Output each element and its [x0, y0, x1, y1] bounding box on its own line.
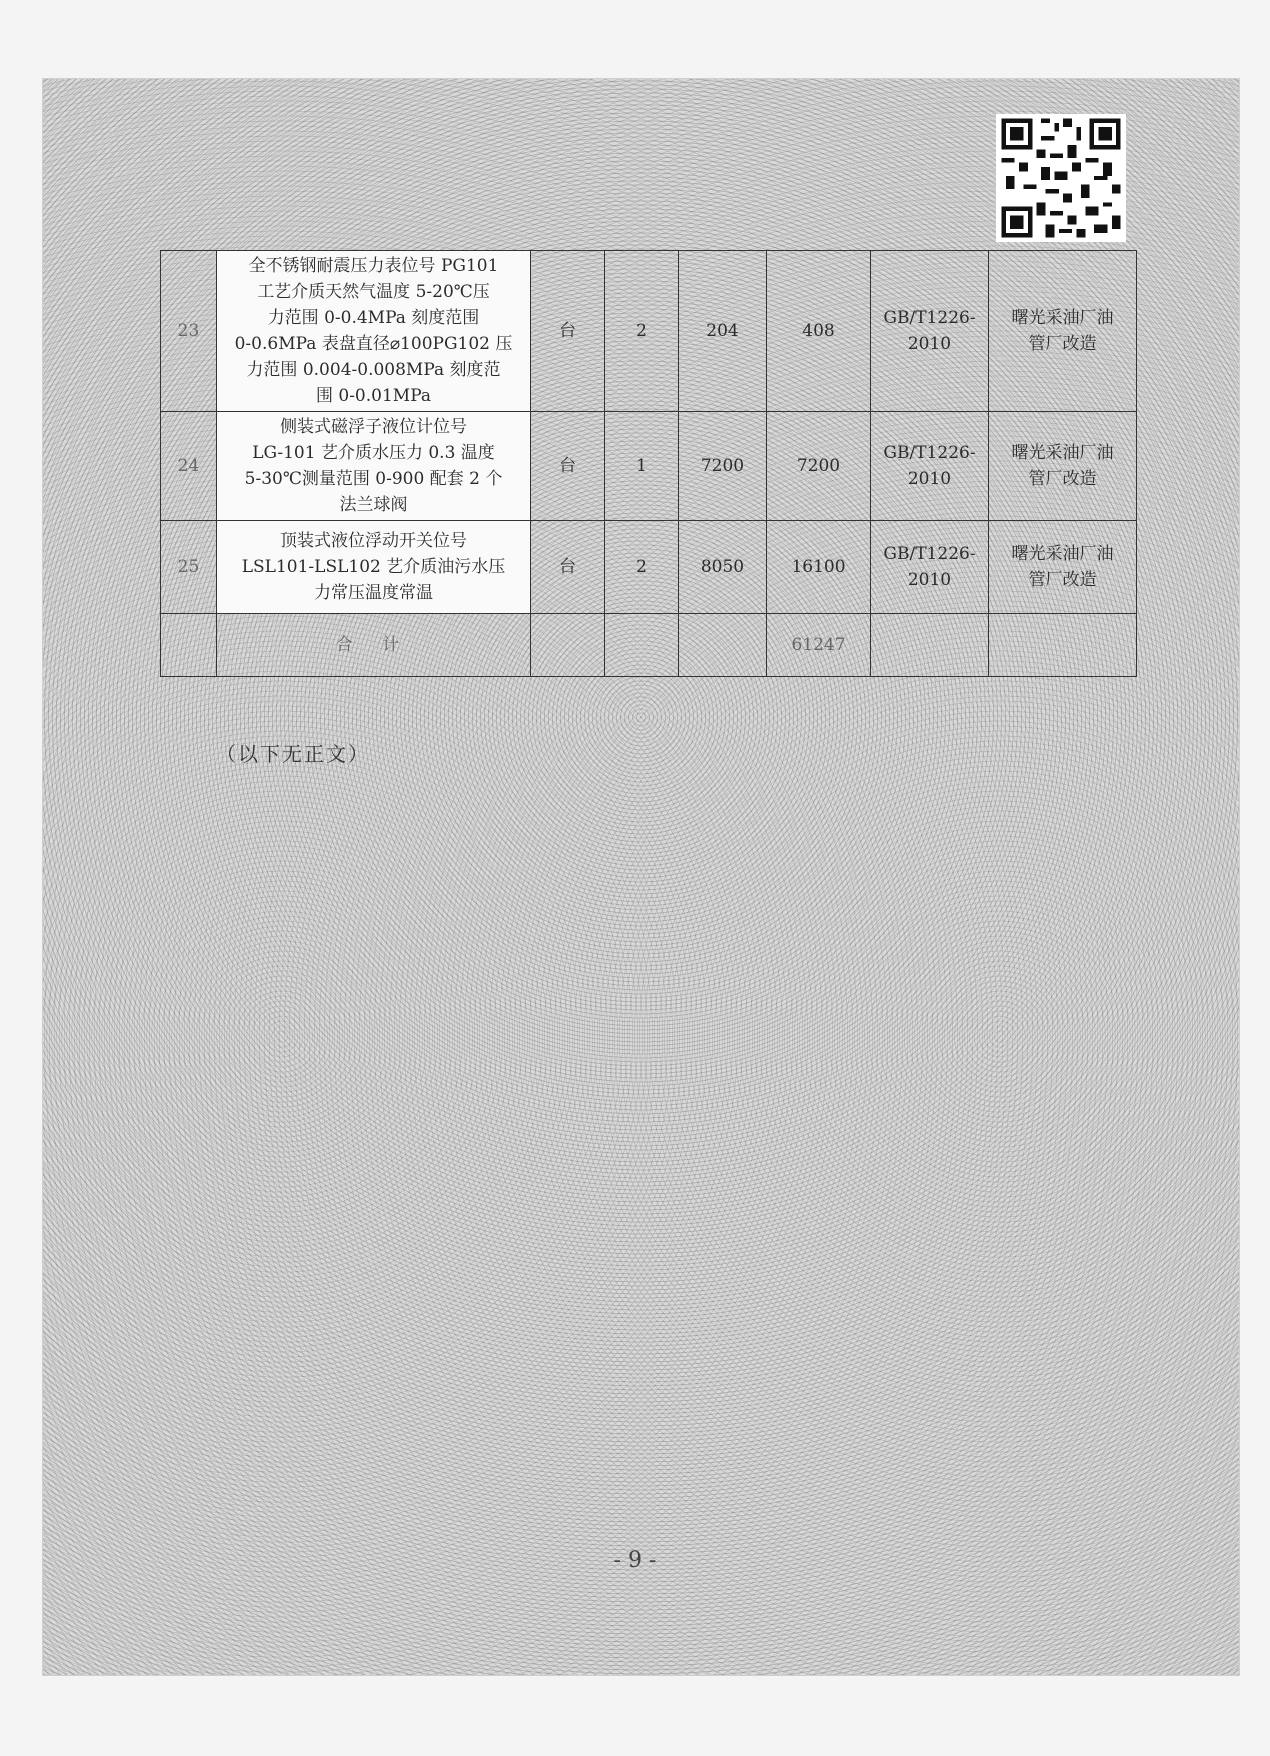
remark-cell [989, 251, 1137, 412]
item-name-line: LSL101-LSL102 艺介质油污水压 [241, 557, 506, 577]
item-name-line: 力范围 0.004-0.008MPa 刻度范 [246, 360, 501, 380]
item-name-line: 法兰球阀 [339, 495, 408, 515]
item-name-cell [217, 412, 531, 521]
standard-line: 2010 [907, 570, 952, 590]
unit-cell: 台 [531, 251, 605, 412]
item-name-line: 侧装式磁浮子液位计位号 [280, 417, 467, 437]
total-amount: 61247 [767, 614, 871, 677]
item-name-line: 力范围 0-0.4MPa 刻度范围 [267, 308, 480, 328]
table-row [161, 251, 1137, 412]
item-name-line: 顶装式液位浮动开关位号 [280, 531, 467, 551]
equipment-table [160, 250, 1137, 677]
unit-price-cell: 7200 [679, 412, 767, 521]
item-name-line: 5-30℃测量范围 0-900 配套 2 个 [244, 469, 503, 489]
item-name-line: 工艺介质天然气温度 5-20℃压 [257, 282, 490, 302]
quantity-cell: 1 [605, 412, 679, 521]
standard-line: 2010 [907, 334, 952, 354]
remark-cell [989, 521, 1137, 614]
amount-cell: 408 [767, 251, 871, 412]
quantity-cell: 2 [605, 251, 679, 412]
total-empty-cell [989, 614, 1137, 677]
standard-line: 2010 [907, 469, 952, 489]
total-index-cell [161, 614, 217, 677]
item-name-line: 全不锈钢耐震压力表位号 PG101 [248, 256, 499, 276]
unit-price-cell: 8050 [679, 521, 767, 614]
remark-line: 管厂改造 [1028, 469, 1097, 489]
end-of-text-note: （以下无正文） [216, 742, 370, 766]
remark-line: 管厂改造 [1028, 334, 1097, 354]
total-empty-cell [679, 614, 767, 677]
remark-line: 曙光采油厂油 [1011, 544, 1114, 564]
table-row [161, 412, 1137, 521]
row-index-cell: 24 [161, 412, 217, 521]
item-name-line: 围 0-0.01MPa [315, 386, 432, 406]
standard-cell [871, 412, 989, 521]
quantity-cell: 2 [605, 521, 679, 614]
remark-line: 曙光采油厂油 [1011, 308, 1114, 328]
unit-cell: 台 [531, 521, 605, 614]
remark-line: 管厂改造 [1028, 570, 1097, 590]
standard-line: GB/T1226- [883, 544, 976, 564]
qr-code-icon [996, 114, 1126, 242]
amount-cell: 7200 [767, 412, 871, 521]
total-empty-cell [871, 614, 989, 677]
total-empty-cell [531, 614, 605, 677]
amount-cell: 16100 [767, 521, 871, 614]
item-name-cell [217, 521, 531, 614]
total-label: 合 计 [217, 614, 531, 677]
standard-cell [871, 251, 989, 412]
total-row [161, 614, 1137, 677]
total-empty-cell [605, 614, 679, 677]
unit-cell: 台 [531, 412, 605, 521]
remark-line: 曙光采油厂油 [1011, 443, 1114, 463]
table-row [161, 521, 1137, 614]
item-name-cell [217, 251, 531, 412]
standard-cell [871, 521, 989, 614]
row-index-cell: 23 [161, 251, 217, 412]
page-number: - 9 - [613, 1548, 657, 1573]
item-name-line: LG-101 艺介质水压力 0.3 温度 [252, 443, 495, 463]
item-name-line: 力常压温度常温 [314, 583, 433, 603]
row-index-cell: 25 [161, 521, 217, 614]
unit-price-cell: 204 [679, 251, 767, 412]
standard-line: GB/T1226- [883, 443, 976, 463]
standard-line: GB/T1226- [883, 308, 976, 328]
item-name-line: 0-0.6MPa 表盘直径⌀100PG102 压 [234, 334, 513, 354]
remark-cell [989, 412, 1137, 521]
